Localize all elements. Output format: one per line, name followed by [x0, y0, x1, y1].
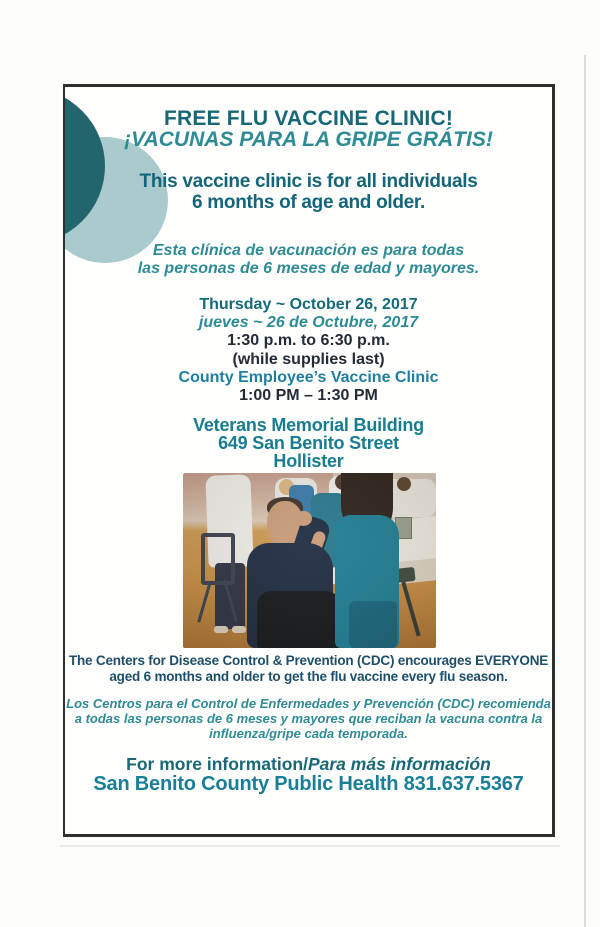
- clinic-hours: 1:30 p.m. to 6:30 p.m.: [227, 332, 390, 350]
- employee-clinic-label: County Employee’s Vaccine Clinic: [178, 368, 439, 386]
- date-spanish: jueves ~ 26 de Octubre, 2017: [198, 314, 419, 332]
- clinic-photo: [183, 473, 436, 648]
- eligibility-english: [65, 171, 552, 213]
- text-line: influenza/gripe cada temporada.: [209, 726, 408, 741]
- location-building: Veterans Memorial Building: [193, 415, 424, 435]
- more-info-english: For more information/: [126, 754, 308, 774]
- photo-haze-overlay: [183, 473, 436, 648]
- more-info-line: [65, 755, 552, 773]
- scan-edge-line: [584, 55, 586, 927]
- text-line: las personas de 6 meses de edad y mayores.: [137, 259, 480, 277]
- schedule-block: [65, 296, 552, 405]
- contact-block: [65, 755, 552, 795]
- text-line: Esta clínica de vacunación es para todas: [152, 242, 465, 259]
- title-spanish: ¡VACUNAS PARA LA GRIPE GRÁTIS!: [124, 128, 493, 151]
- scan-smudge: [60, 845, 560, 847]
- text-line: The Centers for Disease Control & Prevention (CDC) encourages EVERYONE: [68, 653, 549, 668]
- supplies-note: (while supplies last): [232, 350, 385, 368]
- flyer-page: [63, 84, 555, 837]
- title-english: FREE FLU VACCINE CLINIC!: [163, 107, 454, 130]
- location-city: Hollister: [273, 450, 344, 471]
- text-line: aged 6 months and older to get the flu vaccine every flu season.: [109, 668, 508, 684]
- text-line: 6 months of age and older.: [192, 192, 425, 213]
- text-line: This vaccine clinic is for all individuals: [139, 171, 478, 192]
- location-block: [65, 417, 552, 470]
- cdc-statement-english: [65, 653, 552, 684]
- org-phone-line: San Benito County Public Health 831.637.5367: [93, 773, 524, 795]
- employee-clinic-hours: 1:00 PM – 1:30 PM: [239, 387, 378, 405]
- location-street: 649 San Benito Street: [218, 432, 399, 453]
- more-info-spanish: Para más información: [307, 754, 491, 774]
- text-line: a todas las personas de 6 meses y mayores que reciban la vacuna contra la: [74, 711, 543, 726]
- eligibility-spanish: [65, 242, 552, 277]
- text-line: Los Centros para el Control de Enfermedades y Prevención (CDC) recomienda: [66, 696, 551, 711]
- date-english: Thursday ~ October 26, 2017: [199, 296, 418, 313]
- cdc-statement-spanish: [65, 696, 552, 741]
